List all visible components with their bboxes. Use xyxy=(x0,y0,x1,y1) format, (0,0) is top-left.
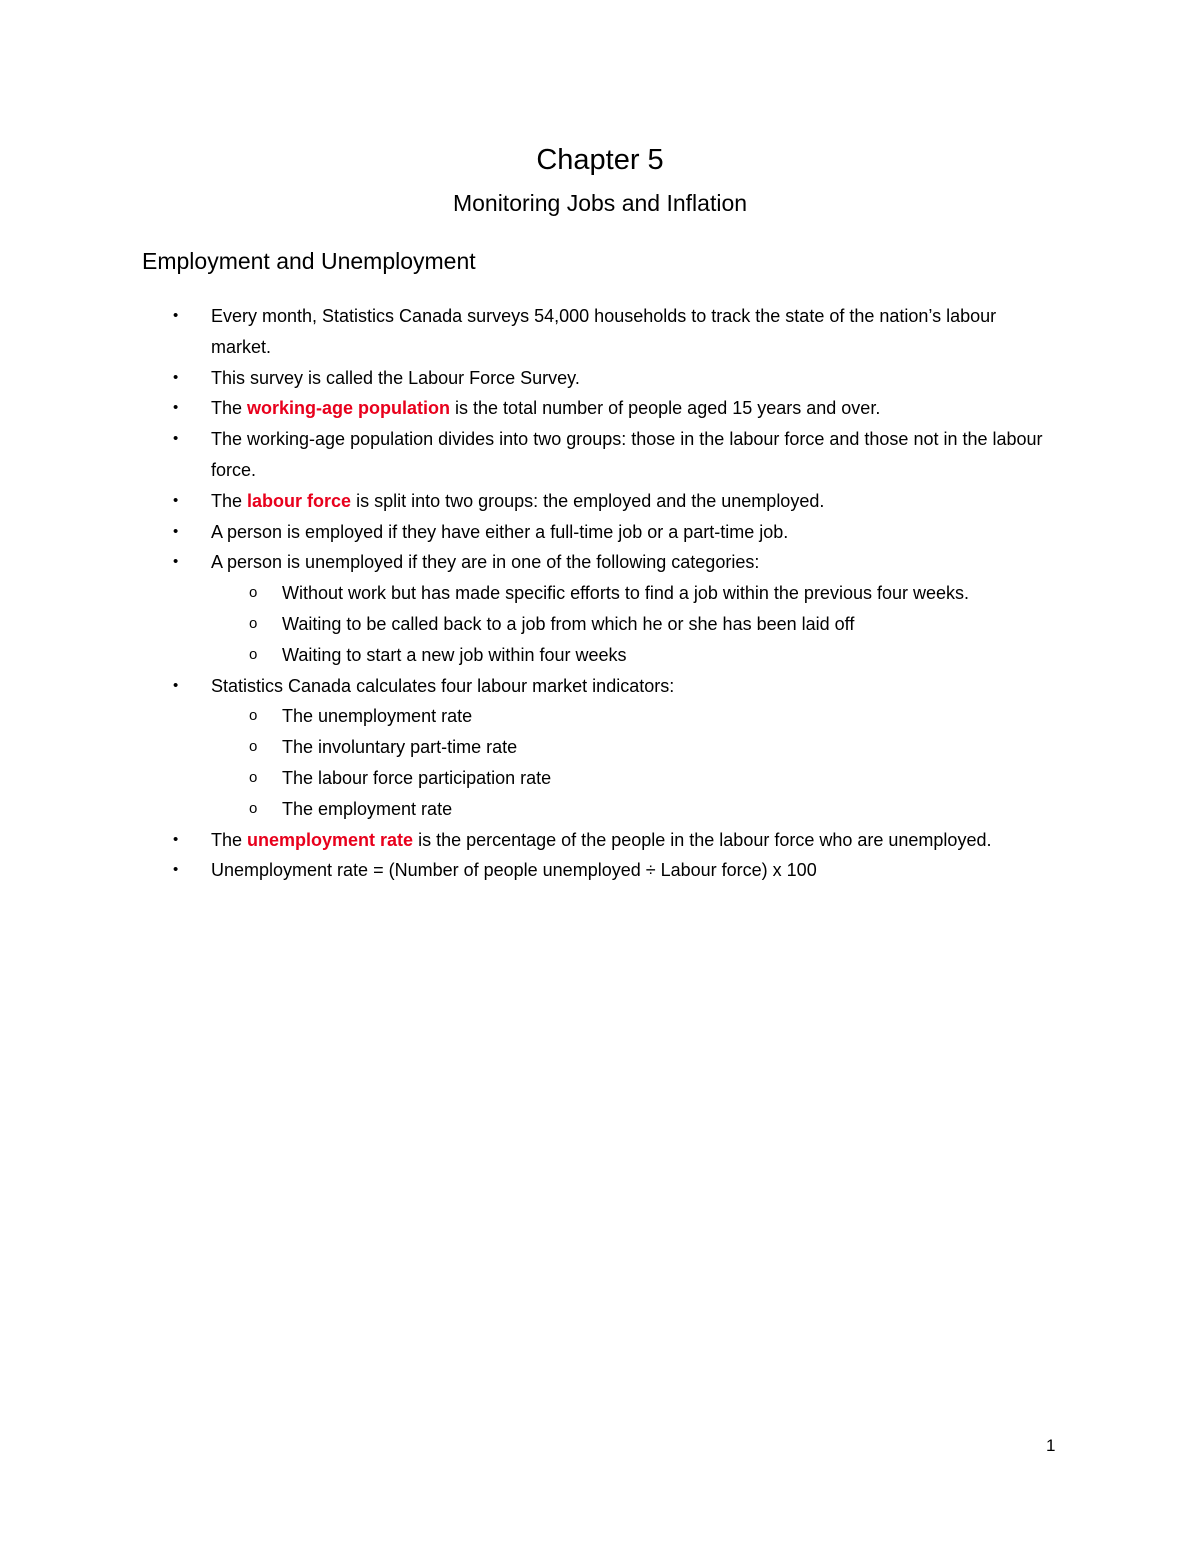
list-item xyxy=(0,671,1061,702)
bullet-marker: • xyxy=(173,307,179,324)
bullet-text: Every month, Statistics Canada surveys 54,000 households to track the state of the nation’s labour market. xyxy=(211,306,997,357)
chapter-title: Chapter 5 xyxy=(536,144,664,176)
sub-bullet-marker: o xyxy=(249,768,258,786)
key-term: labour force xyxy=(247,490,352,511)
bullet-marker: • xyxy=(173,676,179,694)
chapter-subtitle: Monitoring Jobs and Inflation xyxy=(452,190,748,216)
bullet-text: The xyxy=(211,829,248,850)
list-item xyxy=(0,486,1061,517)
bullet-text: Unemployment rate = (Number of people unemployed ÷ Labour force) x 100 xyxy=(211,860,817,881)
sub-bullet-text: The employment rate xyxy=(282,798,453,819)
bullet-marker: • xyxy=(173,491,179,509)
sub-bullet-text: The involuntary part-time rate xyxy=(282,737,518,758)
page-number: 1 xyxy=(1046,1436,1056,1455)
sub-list-item xyxy=(0,578,1082,609)
sub-bullet-text: Without work but has made specific efforts to find a job within the previous four weeks. xyxy=(282,583,970,604)
bullet-marker: • xyxy=(173,830,179,848)
sub-bullet-marker: o xyxy=(249,614,258,632)
list-item xyxy=(0,363,1061,394)
sub-bullet-text: The labour force participation rate xyxy=(282,767,552,788)
sub-list-item xyxy=(0,794,1082,825)
sub-list-item xyxy=(0,763,1082,794)
list-item xyxy=(0,517,1061,548)
list-item xyxy=(0,424,1061,486)
list-item xyxy=(0,393,1061,424)
sub-bullet-text: The unemployment rate xyxy=(282,706,473,727)
sub-list-item xyxy=(0,732,1082,763)
key-term: working-age population xyxy=(247,398,451,419)
key-term: unemployment rate xyxy=(247,829,414,850)
bullet-marker: • xyxy=(173,522,179,540)
sub-bullet-marker: o xyxy=(249,738,258,756)
sub-bullet-marker: o xyxy=(249,707,258,725)
list-item xyxy=(0,825,1061,856)
section-heading: Employment and Unemployment xyxy=(142,248,476,274)
list-item xyxy=(0,301,1061,363)
bullet-text: is the total number of people aged 15 years and over. xyxy=(450,398,881,419)
bullet-text: is split into two groups: the employed and the unemployed. xyxy=(351,490,825,511)
sub-list-item xyxy=(0,609,1082,640)
bullet-marker: • xyxy=(173,861,179,879)
bullet-marker: • xyxy=(173,430,179,448)
bullet-text: is the percentage of the people in the labour force who are unemployed. xyxy=(413,829,992,850)
bullet-marker: • xyxy=(173,553,179,571)
bullet-marker: • xyxy=(173,368,179,386)
sub-list-item xyxy=(0,640,1082,671)
bullet-text: This survey is called the Labour Force Survey. xyxy=(211,367,580,388)
bullet-text: The working-age population divides into two groups: those in the labour force and those not in the labour force. xyxy=(211,429,1043,480)
sub-bullet-marker: o xyxy=(249,799,258,817)
list-item xyxy=(0,547,1061,578)
sub-bullet-marker: o xyxy=(249,645,258,663)
bullet-text: A person is employed if they have either a full-time job or a part-time job. xyxy=(211,521,789,542)
sub-bullet-text: Waiting to start a new job within four weeks xyxy=(282,644,627,665)
bullet-text: Statistics Canada calculates four labour market indicators: xyxy=(211,675,675,696)
bullet-text: The xyxy=(211,490,248,511)
bullet-text: A person is unemployed if they are in one of the following categories: xyxy=(211,552,760,573)
sub-bullet-marker: o xyxy=(249,584,258,602)
bullet-text: The xyxy=(211,398,248,419)
list-item xyxy=(0,855,1061,886)
bullet-list xyxy=(0,301,1200,886)
sub-list-item xyxy=(0,701,1082,732)
bullet-marker: • xyxy=(173,399,179,417)
sub-bullet-text: Waiting to be called back to a job from which he or she has been laid off xyxy=(282,613,855,634)
